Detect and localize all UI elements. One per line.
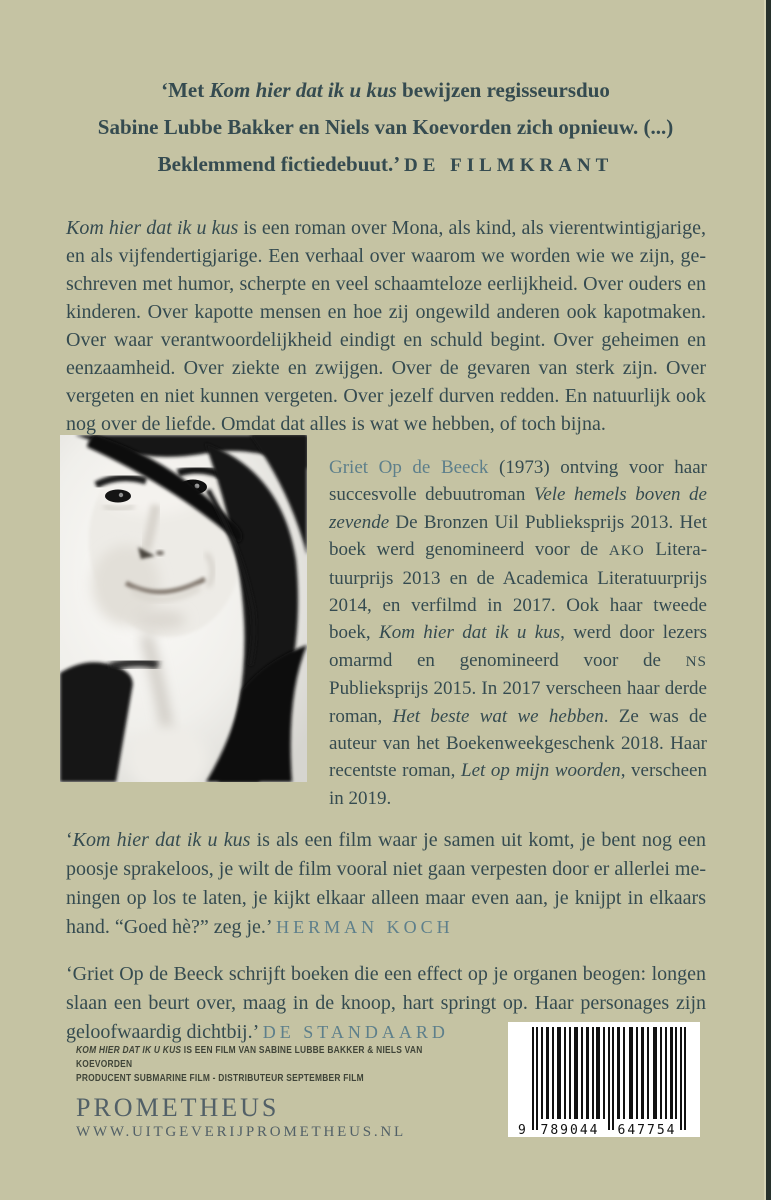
bio-text: Publieksprijs 2015. In 2017 verscheen haar derde roman, [329, 678, 707, 727]
book-title-italic: Kom hier dat ik u kus [209, 78, 397, 102]
quote-source-standaard: DE STANDAARD [262, 1022, 449, 1042]
author-name: Griet Op de Beeck [329, 457, 489, 478]
bio-text: . Ze was de auteur van het Boekenweekgeschenk 2018. Haar recentste roman, [329, 705, 707, 782]
synopsis-text: is een roman over Mona, als kind, als vierentwintigjarige, en als vijfendertigjarige. Een verhaal over waarom we worden wie we zijn, geschreven met humor, scherpte en veel schaamteloze eerlijkheid. Over ouders en kinderen. Over kapotte mensen en hoe zij ongewild anderen ook kapotmaken. Over waar verantwoordelijkheid eindigt en schuld begint. Over geheimen en eenzaamheid. Over ziekte en zwijgen. Over de gevaren van sterk zijn. Over vergeten en niet kunnen vergeten. Over jezelf durven redden. En natuurlijk ook nog over de liefde. Omdat dat alles is wat we hebben, of toch bijna. [66, 217, 706, 435]
film-credits-text: IS EEN FILM VAN SABINE LUBBE BAKKER & NIELS VAN KOEVORDEN [76, 1044, 423, 1070]
prometheus-logo: PROMETHEUS [76, 1093, 280, 1122]
barcode [508, 1022, 700, 1137]
barcode-digits-group1: 789044 [540, 1123, 600, 1137]
barcode-digit-lead: 9 [518, 1123, 526, 1137]
bio-text: (1973) ontving voor haar succesvolle debuutroman [329, 457, 707, 506]
bio-text: Literatuurprijs 2013 en de Academica Literatuurprijs 2014, en verfilmd in 2017. Ook haar tweede boek, [329, 539, 708, 644]
bio-text: De Bronzen Uil Publieksprijs 2013. Het boek werd genomineerd voor de [329, 511, 707, 561]
film-credits [76, 1043, 460, 1085]
publisher-website: WWW.UITGEVERIJPROMETHEUS.NL [76, 1124, 407, 1140]
quote-text: Beklemmend fictiedebuut.’ [157, 152, 404, 176]
book-title-italic: Vele hemels boven de zevende [329, 484, 707, 533]
prize-abbreviation: AKO [608, 542, 645, 560]
quote-text: ‘Met [161, 78, 210, 102]
book-title-italic: Let op mijn woorden [461, 760, 621, 782]
synopsis-paragraph [66, 214, 706, 438]
barcode-digits-group2: 647754 [617, 1123, 677, 1137]
press-quote-filmkrant [40, 72, 731, 184]
quote-source-koch: HERMAN KOCH [276, 917, 454, 937]
author-bio-paragraph [329, 454, 707, 812]
bio-text: , verscheen in 2019. [329, 760, 707, 809]
ean13-barcode-graphic [508, 1022, 700, 1137]
press-quote-koch [66, 826, 706, 942]
prize-abbreviation: NS [685, 652, 707, 670]
bio-text: , werd door lezers omarmd en genomineerd voor de [329, 622, 707, 671]
press-quote-line: Sabine Lubbe Bakker en Niels van Koevorden zich opnieuw. (...) [97, 115, 674, 139]
press-quote-line [40, 72, 731, 109]
press-quote-line [40, 146, 731, 184]
quote-text: bewijzen regisseursduo [396, 78, 610, 102]
book-edge-shadow [766, 0, 771, 1200]
quote-text: ‘ [66, 829, 73, 851]
quote-source-filmkrant: DE FILMKRANT [403, 155, 614, 176]
film-credits-line: PRODUCENT SUBMARINE FILM - DISTRIBUTEUR SEPTEMBER FILM [76, 1072, 364, 1084]
book-title-italic: Kom hier dat ik u kus [379, 622, 561, 644]
quote-text: ‘Griet Op de Beeck schrijft boeken die een effect op je organen beogen: longen slaan een beurt over, maag in de knoop, hart springt op. Haar personages zijn geloofwaardig dichtbij.’ [66, 963, 706, 1043]
author-section [60, 435, 707, 831]
book-title-italic: Kom hier dat ik u kus [72, 829, 251, 851]
author-portrait-illustration [60, 435, 307, 782]
book-title-italic: Kom hier dat ik u kus [66, 217, 239, 239]
book-title-italic: Het beste wat we hebben [392, 705, 604, 727]
film-title-italic: KOM HIER DAT IK U KUS [76, 1044, 182, 1056]
film-credits-line [76, 1043, 460, 1071]
quote-text: is als een film waar je samen uit komt, je bent nog een poosje sprakeloos, je wilt de film vooral niet gaan verpesten door er allerlei meningen op los te laten, je kijkt elkaar alleen maar even aan, je knijpt in elkaars hand. “Goed hè?” zeg je.’ [66, 829, 707, 938]
author-photo [60, 435, 307, 782]
